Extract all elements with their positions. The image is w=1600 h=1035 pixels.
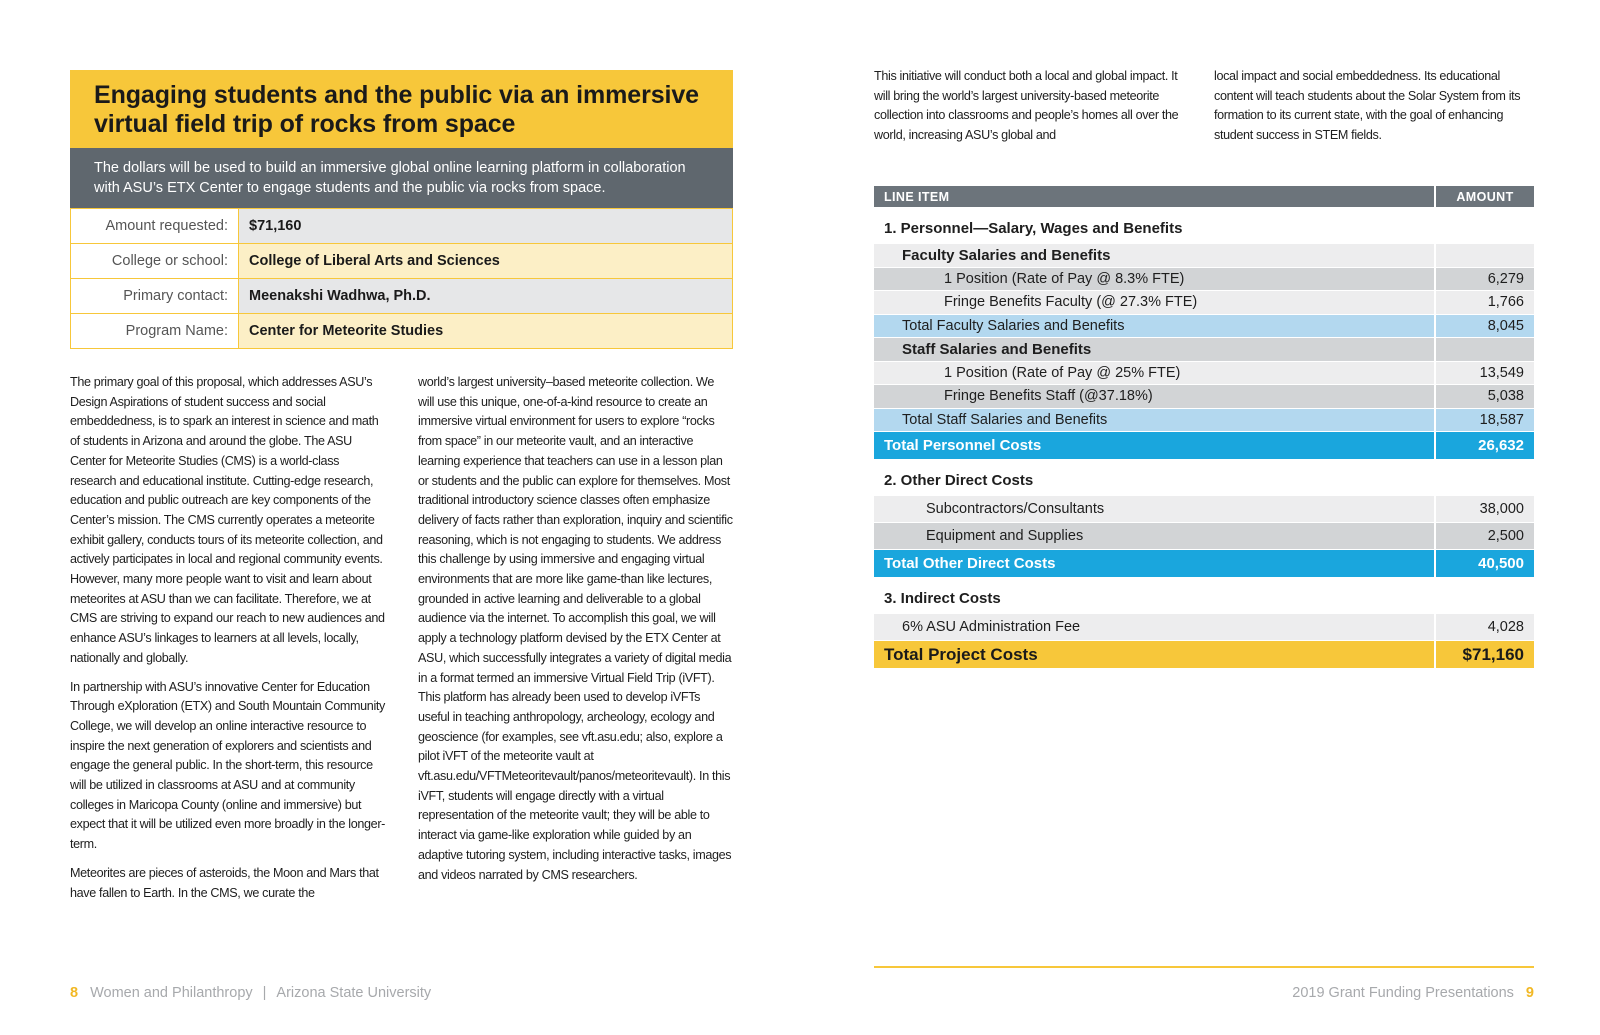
- row-amount: 26,632: [1434, 432, 1534, 460]
- intro-column-2: local impact and social embeddedness. Its educational content will teach students about the Solar System from its formation to its current state, with the goal of enhancing student success in STEM fields.: [1214, 69, 1521, 143]
- body-column-1: [70, 373, 385, 912]
- footer-right: [1292, 985, 1534, 1001]
- footer-separator: |: [262, 985, 267, 1001]
- info-value: Center for Meteorite Studies: [239, 314, 733, 349]
- intro-columns: [874, 67, 1534, 146]
- row-amount: $71,160: [1434, 641, 1534, 669]
- row-amount: 38,000: [1434, 496, 1534, 523]
- total-row: [874, 550, 1534, 578]
- budget-row: [874, 614, 1534, 641]
- budget-row: [874, 362, 1534, 386]
- row-label: Total Faculty Salaries and Benefits: [874, 315, 1434, 339]
- intro-column-1: This initiative will conduct both a local and global impact. It will bring the world’s largest university-based meteorite collection into classrooms and people’s homes all over the world, increasing ASU’s global and: [874, 69, 1179, 143]
- body-paragraph: world’s largest university–based meteorite collection. We will use this unique, one-of-a-kind resource to create an immersive virtual environment for users to explore “rocks from space” in our meteorite vault, and an interactive learning experience that teachers can use in a lesson plan or students and the public can explore for themselves. Most traditional introductory science classes often emphasize delivery of facts rather than exploration, inquiry and scientific reasoning, which is not engaging to students. We address this challenge by using immersive and engaging virtual environments that are more like game-than like lectures, grounded in active learning and deliverable to a global audience via the internet. To accomplish this goal, we will apply a technology platform devised by the ETX Center at ASU, which successfully integrates a variety of digital media in a format termed an immersive Virtual Field Trip (iVFT). This platform has already been used to develop iVFTs useful in teaching anthropology, archeology, ecology and geoscience (for examples, see vft.asu.edu; also, explore a pilot iVFT of the meteorite vault at vft.asu.edu/VFTMeteoritevault/panos/meteoritevault). In this iVFT, students will engage directly with a virtual representation of the meteorite vault; they will be able to interact via game-like exploration while guided by an adaptive tutoring system, including interactive tasks, images and videos narrated by CMS researchers.: [418, 375, 733, 882]
- footer-publication: Women and Philanthropy: [90, 985, 253, 1001]
- subsection-title: Staff Salaries and Benefits: [874, 338, 1434, 362]
- row-amount: 40,500: [1434, 550, 1534, 578]
- row-amount: 5,038: [1434, 385, 1534, 409]
- row-label: Total Staff Salaries and Benefits: [874, 409, 1434, 433]
- subsection-staff: [874, 338, 1534, 362]
- budget-table: [874, 186, 1534, 669]
- empty-amount: [1434, 338, 1534, 362]
- subsection-faculty: [874, 244, 1534, 268]
- info-table: [70, 208, 733, 349]
- row-amount: 4,028: [1434, 614, 1534, 641]
- row-label: 1 Position (Rate of Pay @ 8.3% FTE): [874, 268, 1434, 292]
- row-label: 6% ASU Administration Fee: [874, 614, 1434, 641]
- row-amount: 13,549: [1434, 362, 1534, 386]
- body-paragraph: The primary goal of this proposal, which addresses ASU’s Design Aspirations of student success and social embeddedness, is to spark an interest in science and math of students in Arizona and around the globe. The ASU Center for Meteorite Studies (CMS) is a world-class research and educational institute. Cutting-edge research, education and public outreach are key components of the Center’s mission. The CMS currently operates a meteorite exhibit gallery, conducts tours of its meteorite collection, and actively participates in local and regional community events. However, many more people want to visit and learn about meteorites at ASU than we can facilitate. Therefore, we at CMS are striving to expand our reach to new audiences and enhance ASU’s linkages to learners at all levels, locally, nationally and globally.: [70, 375, 385, 665]
- section-indirect: [874, 578, 1534, 614]
- section-title: 3. Indirect Costs: [874, 578, 1534, 614]
- empty-amount: [1434, 244, 1534, 268]
- row-amount: 18,587: [1434, 409, 1534, 433]
- info-row: [71, 209, 733, 244]
- info-row: [71, 314, 733, 349]
- body-column-2: [418, 373, 733, 912]
- grand-total-row: [874, 641, 1534, 669]
- budget-row: [874, 385, 1534, 409]
- row-label: Subcontractors/Consultants: [874, 496, 1434, 523]
- section-other-direct: [874, 460, 1534, 496]
- body-columns: [70, 373, 733, 912]
- body-paragraph: Meteorites are pieces of asteroids, the Moon and Mars that have fallen to Earth. In the CMS, we curate the: [70, 865, 379, 900]
- body-paragraph: In partnership with ASU’s innovative Center for Education Through eXploration (ETX) and South Mountain Community College, we will develop an online interactive resource to inspire the next generation of explorers and scientists and engage the general public. In the short-term, this resource will be utilized in classrooms at ASU and at community colleges in Maricopa County (online and immersive) but expect that it will be utilized even more broadly in the longer-term.: [70, 679, 386, 852]
- proposal-header: [70, 70, 733, 349]
- row-label: Equipment and Supplies: [874, 523, 1434, 550]
- info-label: Amount requested:: [71, 209, 239, 244]
- page-title: Engaging students and the public via an immersive virtual field trip of rocks from space: [94, 81, 699, 138]
- footer-divider: [874, 966, 1534, 968]
- info-label: Program Name:: [71, 314, 239, 349]
- budget-row: [874, 268, 1534, 292]
- row-label: 1 Position (Rate of Pay @ 25% FTE): [874, 362, 1434, 386]
- header-line-item: LINE ITEM: [874, 186, 1434, 208]
- budget-header-row: [874, 186, 1534, 208]
- row-amount: 1,766: [1434, 291, 1534, 315]
- info-row: [71, 279, 733, 314]
- info-label: Primary contact:: [71, 279, 239, 314]
- info-value: $71,160: [239, 209, 733, 244]
- info-row: [71, 244, 733, 279]
- section-title: 2. Other Direct Costs: [874, 460, 1534, 496]
- row-amount: 2,500: [1434, 523, 1534, 550]
- budget-row: [874, 523, 1534, 550]
- row-label: Total Other Direct Costs: [874, 550, 1434, 578]
- row-label: Total Personnel Costs: [874, 432, 1434, 460]
- header-amount: AMOUNT: [1434, 186, 1534, 208]
- row-amount: 8,045: [1434, 315, 1534, 339]
- total-row: [874, 432, 1534, 460]
- section-personnel: [874, 208, 1534, 244]
- subsection-title: Faculty Salaries and Benefits: [874, 244, 1434, 268]
- page-number: 9: [1525, 985, 1534, 1001]
- row-label: Fringe Benefits Staff (@37.18%): [874, 385, 1434, 409]
- budget-row: [874, 291, 1534, 315]
- info-label: College or school:: [71, 244, 239, 279]
- subtotal-row: [874, 409, 1534, 433]
- budget-row: [874, 496, 1534, 523]
- footer-university: Arizona State University: [276, 985, 432, 1001]
- row-label: Fringe Benefits Faculty (@ 27.3% FTE): [874, 291, 1434, 315]
- section-title: 1. Personnel—Salary, Wages and Benefits: [874, 208, 1534, 244]
- info-value: Meenakshi Wadhwa, Ph.D.: [239, 279, 733, 314]
- footer-left: [70, 985, 431, 1001]
- page-number: 8: [70, 985, 79, 1001]
- title-box: [70, 70, 733, 148]
- row-label: Total Project Costs: [874, 641, 1434, 669]
- footer-presentation: 2019 Grant Funding Presentations: [1292, 985, 1514, 1001]
- summary-box: The dollars will be used to build an immersive global online learning platform in collaboration with ASU’s ETX Center to engage students and the public via rocks from space.: [70, 148, 733, 208]
- subtotal-row: [874, 315, 1534, 339]
- row-amount: 6,279: [1434, 268, 1534, 292]
- info-value: College of Liberal Arts and Sciences: [239, 244, 733, 279]
